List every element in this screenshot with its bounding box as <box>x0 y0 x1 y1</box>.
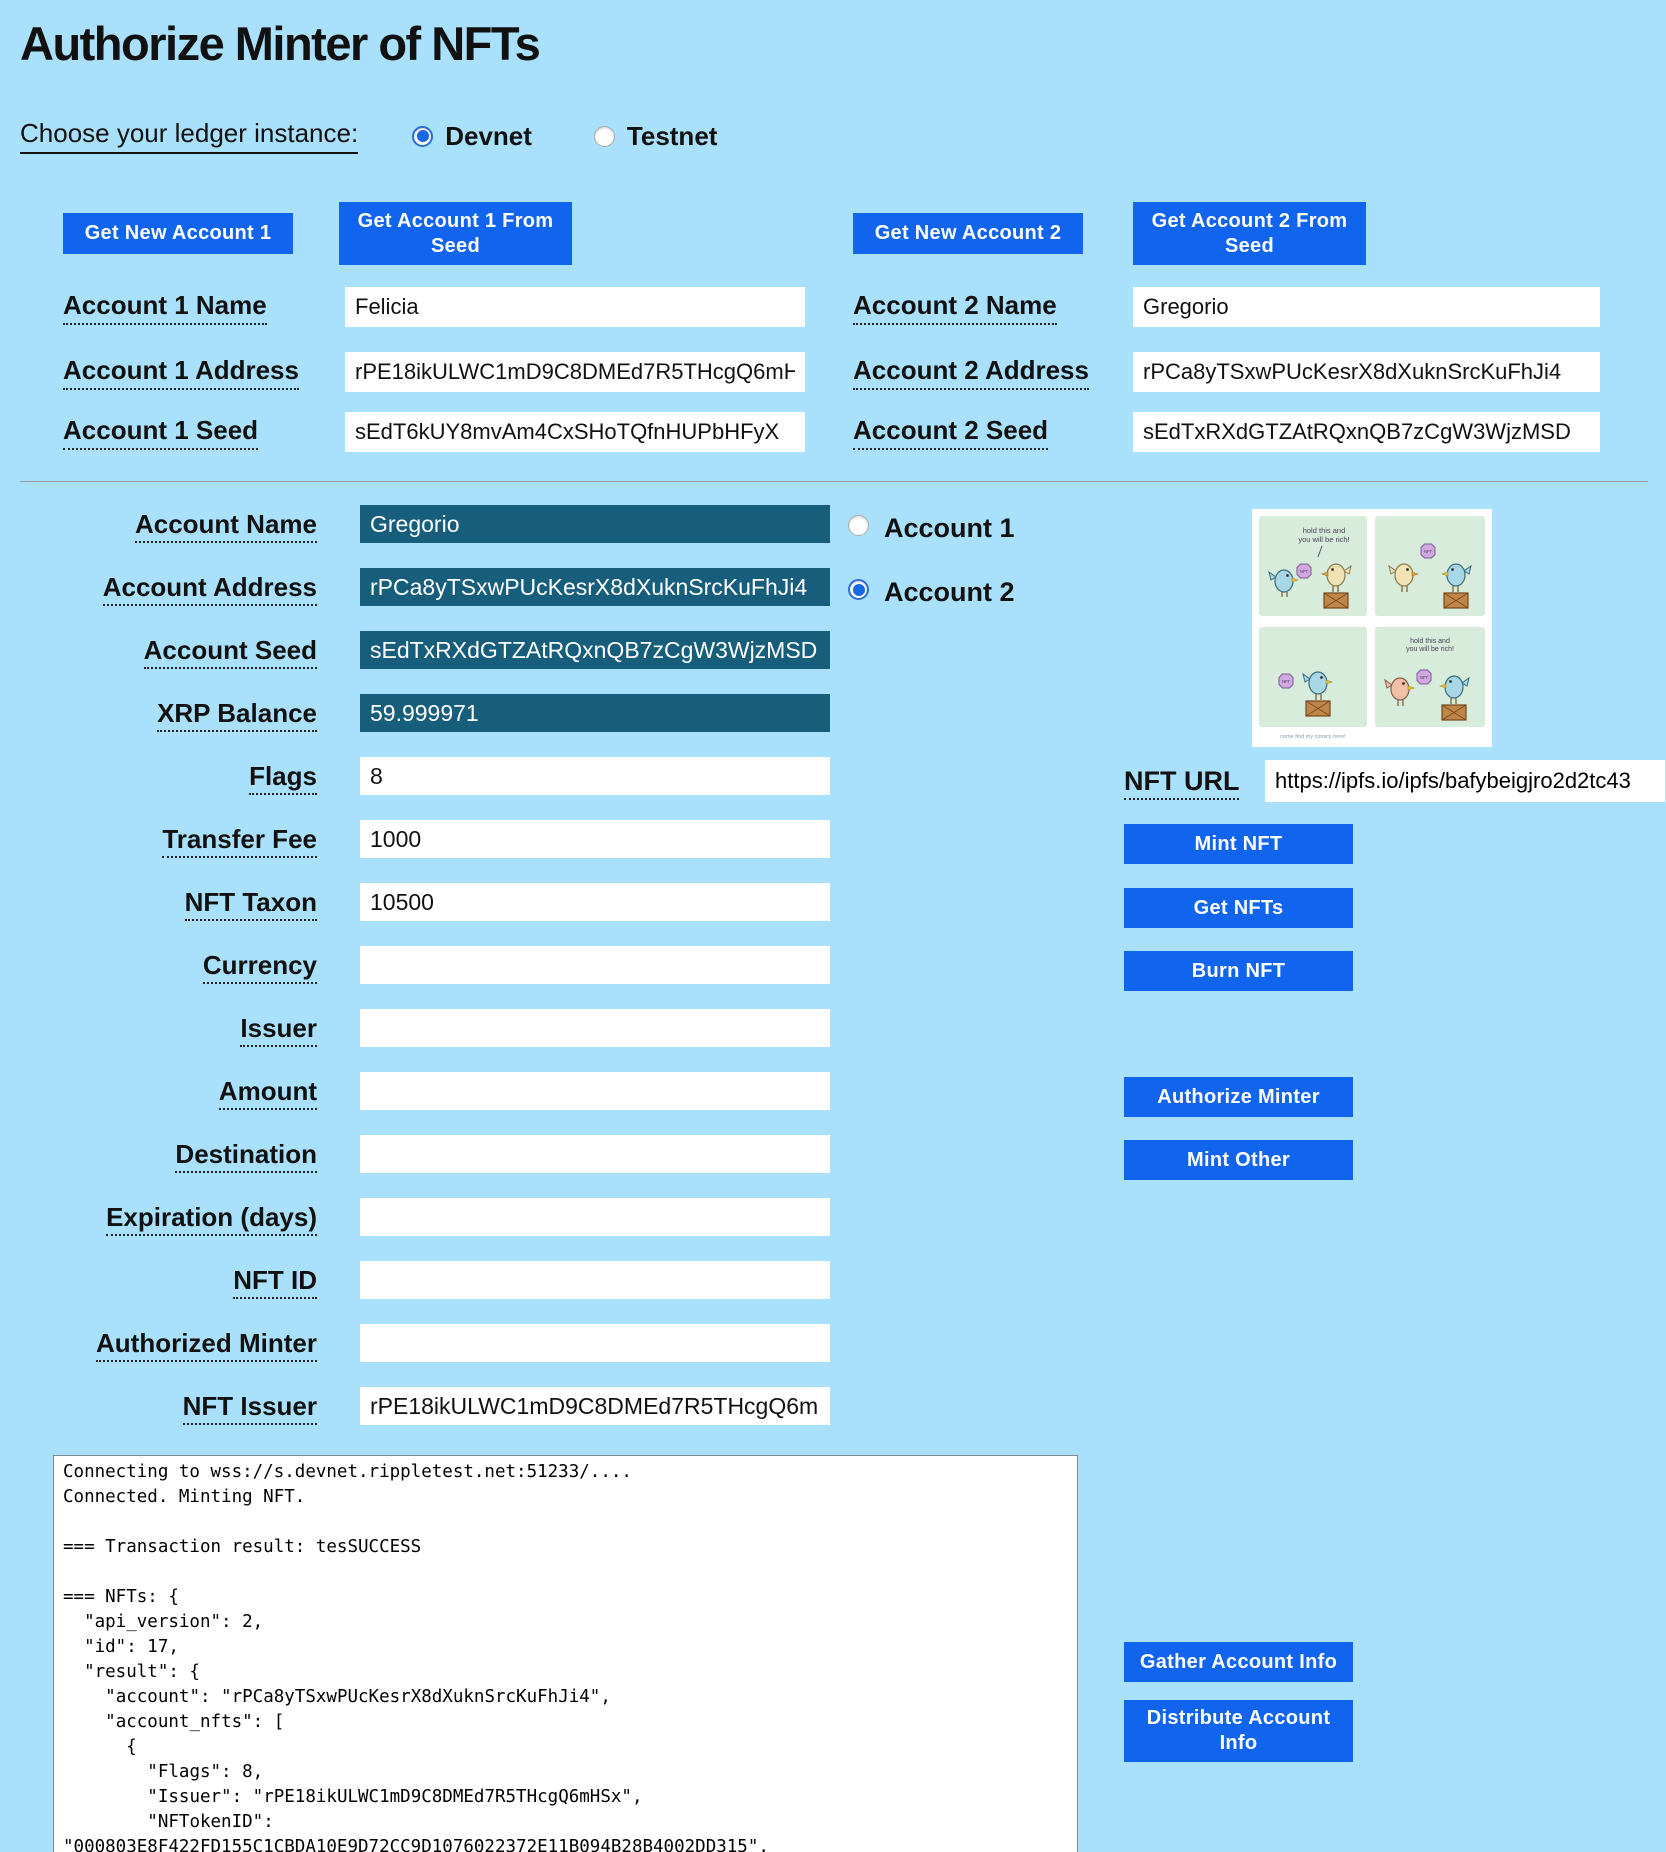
nft-tag-icon <box>1279 674 1293 688</box>
account-name-label: Account Name <box>0 509 317 540</box>
currency-input[interactable] <box>360 946 830 984</box>
account-address-input[interactable] <box>360 568 830 606</box>
account-name-input[interactable] <box>360 505 830 543</box>
field-row-account-address <box>0 568 830 606</box>
results-textarea[interactable] <box>53 1455 1078 1852</box>
currency-label: Currency <box>0 950 317 981</box>
field-row-destination <box>0 1135 830 1173</box>
authorized-minter-input[interactable] <box>360 1324 830 1362</box>
comic-caption: come find my comics here! <box>1280 734 1346 740</box>
transfer-fee-label: Transfer Fee <box>0 824 317 855</box>
nft-url-label: NFT URL <box>1124 766 1239 797</box>
field-row-issuer <box>0 1009 830 1047</box>
nft-tag-icon <box>1297 564 1311 578</box>
field-row-xrp-balance <box>0 694 830 732</box>
get-nfts-button[interactable]: Get NFTs <box>1124 888 1353 928</box>
account1-name-label: Account 1 Name <box>63 287 267 327</box>
expiration-label: Expiration (days) <box>0 1202 317 1233</box>
account1-address-input[interactable] <box>345 352 805 392</box>
svg-text:you will be rich!: you will be rich! <box>1406 646 1454 653</box>
page-title: Authorize Minter of NFTs <box>20 17 540 70</box>
radio-devnet[interactable] <box>412 126 433 147</box>
field-row-authorized-minter <box>0 1324 830 1362</box>
account-seed-input[interactable] <box>360 631 830 669</box>
field-row-currency <box>0 946 830 984</box>
get-new-account-1-button[interactable]: Get New Account 1 <box>63 213 293 254</box>
distribute-account-info-button[interactable]: Distribute Account Info <box>1124 1700 1353 1762</box>
svg-text:NFT: NFT <box>1299 568 1309 574</box>
account2-seed-input[interactable] <box>1133 412 1600 452</box>
crate-icon <box>1306 701 1330 716</box>
nft-tag-icon <box>1417 670 1431 684</box>
radio-account-2[interactable] <box>848 579 869 600</box>
field-row-flags <box>0 757 830 795</box>
get-account-2-from-seed-button[interactable]: Get Account 2 From Seed <box>1133 202 1366 265</box>
nft-id-input[interactable] <box>360 1261 830 1299</box>
field-row-transfer-fee <box>0 820 830 858</box>
mint-other-button[interactable]: Mint Other <box>1124 1140 1353 1180</box>
section-divider <box>20 481 1648 482</box>
field-row-amount <box>0 1072 830 1110</box>
account2-name-input[interactable] <box>1133 287 1600 327</box>
svg-text:hold this and: hold this and <box>1302 526 1346 535</box>
account1-seed-label: Account 1 Seed <box>63 412 258 452</box>
amount-input[interactable] <box>360 1072 830 1110</box>
account1-name-input[interactable] <box>345 287 805 327</box>
amount-label: Amount <box>0 1076 317 1107</box>
account2-name-label: Account 2 Name <box>853 287 1057 327</box>
nft-issuer-input[interactable] <box>360 1387 830 1425</box>
field-row-account-name <box>0 505 830 543</box>
nft-id-label: NFT ID <box>0 1265 317 1296</box>
nft-comic-image <box>1252 509 1492 747</box>
account2-address-label: Account 2 Address <box>853 352 1089 392</box>
svg-text:you will be rich!: you will be rich! <box>1298 535 1350 544</box>
xrp-balance-input[interactable] <box>360 694 830 732</box>
radio-testnet-label: Testnet <box>626 120 718 151</box>
radio-account-1[interactable] <box>848 515 869 536</box>
crate-icon <box>1444 593 1468 608</box>
field-row-nft-issuer <box>0 1387 830 1425</box>
crate-icon <box>1442 705 1466 720</box>
ledger-label: Choose your ledger instance: <box>20 118 358 154</box>
field-row-expiration <box>0 1198 830 1236</box>
svg-text:NFT: NFT <box>1281 678 1291 684</box>
nft-url-input[interactable] <box>1265 760 1665 802</box>
mint-nft-button[interactable]: Mint NFT <box>1124 824 1353 864</box>
get-account-1-from-seed-button[interactable]: Get Account 1 From Seed <box>339 202 572 265</box>
xrp-balance-label: XRP Balance <box>0 698 317 729</box>
flags-input[interactable] <box>360 757 830 795</box>
issuer-input[interactable] <box>360 1009 830 1047</box>
nft-tag-icon <box>1421 544 1435 558</box>
issuer-label: Issuer <box>0 1013 317 1044</box>
transfer-fee-input[interactable] <box>360 820 830 858</box>
radio-testnet[interactable] <box>594 126 615 147</box>
field-row-nft-id <box>0 1261 830 1299</box>
burn-nft-button[interactable]: Burn NFT <box>1124 951 1353 991</box>
field-row-nft-taxon <box>0 883 830 921</box>
radio-account-1-label: Account 1 <box>884 513 1015 543</box>
crate-icon <box>1324 593 1348 608</box>
account1-address-label: Account 1 Address <box>63 352 299 392</box>
ledger-selector <box>20 118 717 154</box>
destination-input[interactable] <box>360 1135 830 1173</box>
nft-taxon-input[interactable] <box>360 883 830 921</box>
nft-taxon-label: NFT Taxon <box>0 887 317 918</box>
radio-devnet-label: Devnet <box>445 120 532 151</box>
account2-seed-label: Account 2 Seed <box>853 412 1048 452</box>
authorize-minter-button[interactable]: Authorize Minter <box>1124 1077 1353 1117</box>
destination-label: Destination <box>0 1139 317 1170</box>
get-new-account-2-button[interactable]: Get New Account 2 <box>853 213 1083 254</box>
nft-issuer-label: NFT Issuer <box>0 1391 317 1422</box>
gather-account-info-button[interactable]: Gather Account Info <box>1124 1642 1353 1682</box>
svg-text:hold this and: hold this and <box>1410 638 1450 645</box>
expiration-input[interactable] <box>360 1198 830 1236</box>
flags-label: Flags <box>0 761 317 792</box>
svg-text:NFT: NFT <box>1423 548 1433 554</box>
account-address-label: Account Address <box>0 572 317 603</box>
field-row-account-seed <box>0 631 830 669</box>
account-seed-label: Account Seed <box>0 635 317 666</box>
account1-seed-input[interactable] <box>345 412 805 452</box>
radio-account-2-label: Account 2 <box>884 577 1015 607</box>
account2-address-input[interactable] <box>1133 352 1600 392</box>
svg-text:NFT: NFT <box>1419 674 1429 680</box>
authorized-minter-label: Authorized Minter <box>0 1328 317 1359</box>
nft-form <box>0 505 830 1425</box>
